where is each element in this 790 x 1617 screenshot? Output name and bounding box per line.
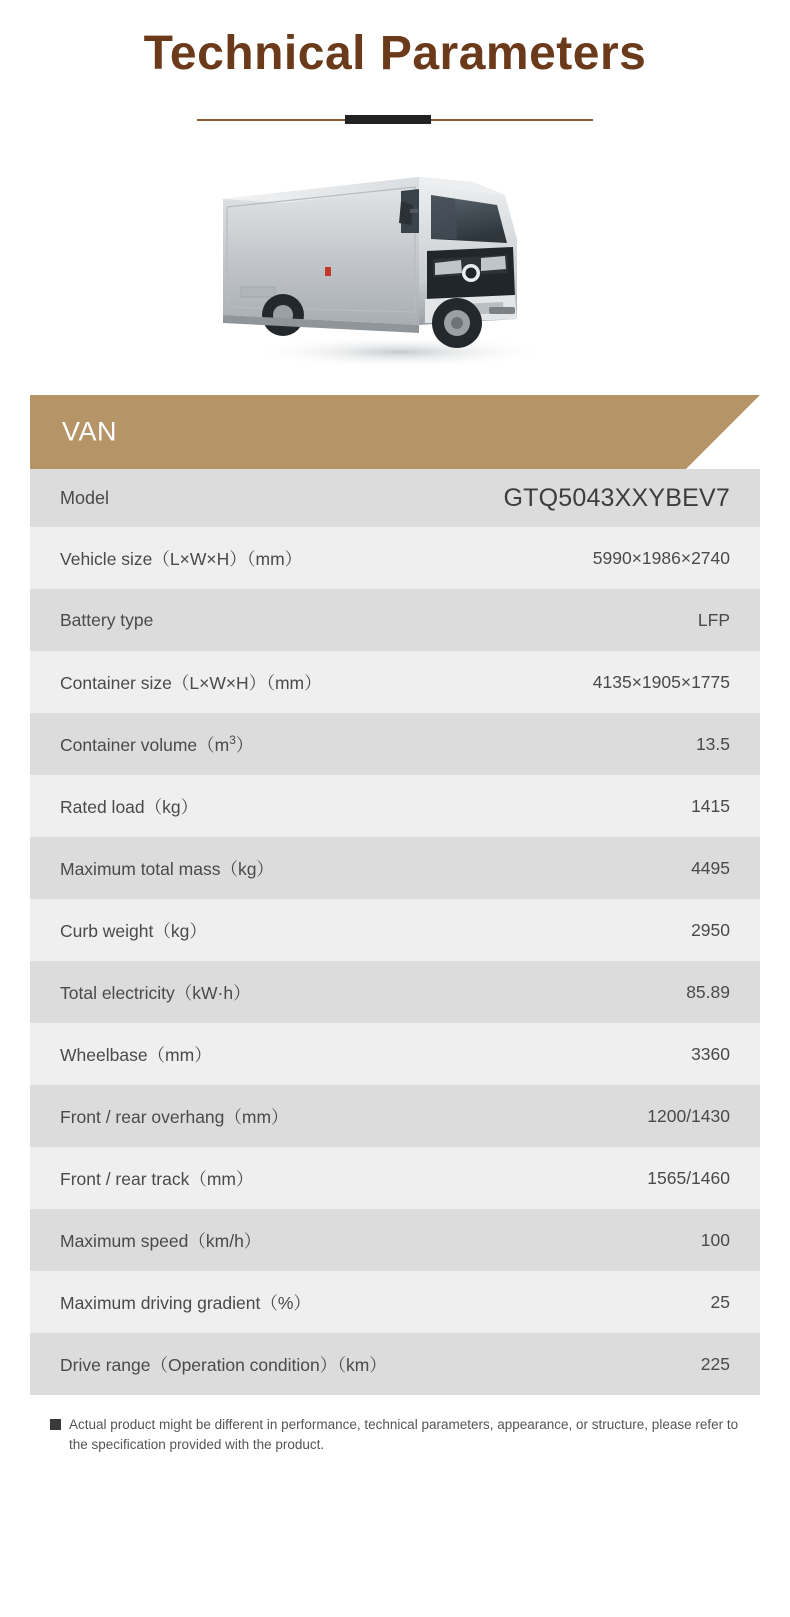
spec-label: Maximum speed（km/h） [60,1230,262,1251]
spec-value: GTQ5043XXYBEV7 [503,483,730,512]
spec-label: Wheelbase（mm） [60,1044,212,1065]
table-row [30,713,760,775]
spec-label: Front / rear track（mm） [60,1168,254,1189]
page-title: Technical Parameters [143,27,647,80]
spec-value: 25 [710,1291,730,1312]
spec-label: Maximum driving gradient（%） [60,1292,311,1313]
spec-value: 4495 [691,857,730,878]
table-row [30,1209,760,1271]
spec-label: Battery type [60,609,154,630]
spec-value: 4135×1905×1775 [592,671,730,692]
footnote [30,1415,760,1456]
truck-illustration [205,147,585,377]
spec-value: 225 [700,1353,730,1374]
band-corner-notch [686,395,760,469]
spec-table [30,469,760,1395]
spec-label: Drive range（Operation condition）（km） [60,1354,387,1375]
section-header-band [30,395,760,469]
table-row [30,1333,760,1395]
table-row [30,837,760,899]
table-row [30,1271,760,1333]
spec-label: Maximum total mass（kg） [60,858,274,879]
bullet-square-icon [50,1419,61,1430]
spec-label: Vehicle size（L×W×H）（mm） [60,548,303,569]
spec-label: Total electricity（kW·h） [60,982,251,1003]
spec-value: 3360 [691,1043,730,1064]
table-row [30,1147,760,1209]
spec-label: Container size（L×W×H）（mm） [60,672,322,693]
spec-value: 5990×1986×2740 [592,547,730,568]
table-row [30,527,760,589]
spec-value: 85.89 [686,981,730,1002]
spec-label: Curb weight（kg） [60,920,207,941]
title-divider [197,115,593,125]
spec-value: 1200/1430 [647,1105,730,1126]
spec-value: 2950 [691,919,730,940]
table-row [30,775,760,837]
table-row [30,1023,760,1085]
section-title: VAN [62,416,118,447]
vehicle-image [0,147,790,387]
spec-value: 100 [700,1229,730,1250]
spec-value: 1415 [691,795,730,816]
spec-label: Model [60,487,110,508]
spec-value: 1565/1460 [647,1167,730,1188]
spec-label: Rated load（kg） [60,796,199,817]
table-row [30,1085,760,1147]
table-row [30,469,760,527]
spec-label: Container $volume(m^3)$ [60,732,254,755]
spec-label: Front / rear overhang（mm） [60,1106,289,1127]
table-row [30,651,760,713]
spec-value: 13.5 [695,733,730,754]
footnote-text: Actual product might be different in performance, technical parameters, appearance, or structure, please refer to the specification provided with the product. [69,1417,739,1453]
table-row [30,899,760,961]
divider-center-block [345,115,431,124]
table-row [30,961,760,1023]
spec-value: LFP [697,609,730,630]
table-row [30,589,760,651]
